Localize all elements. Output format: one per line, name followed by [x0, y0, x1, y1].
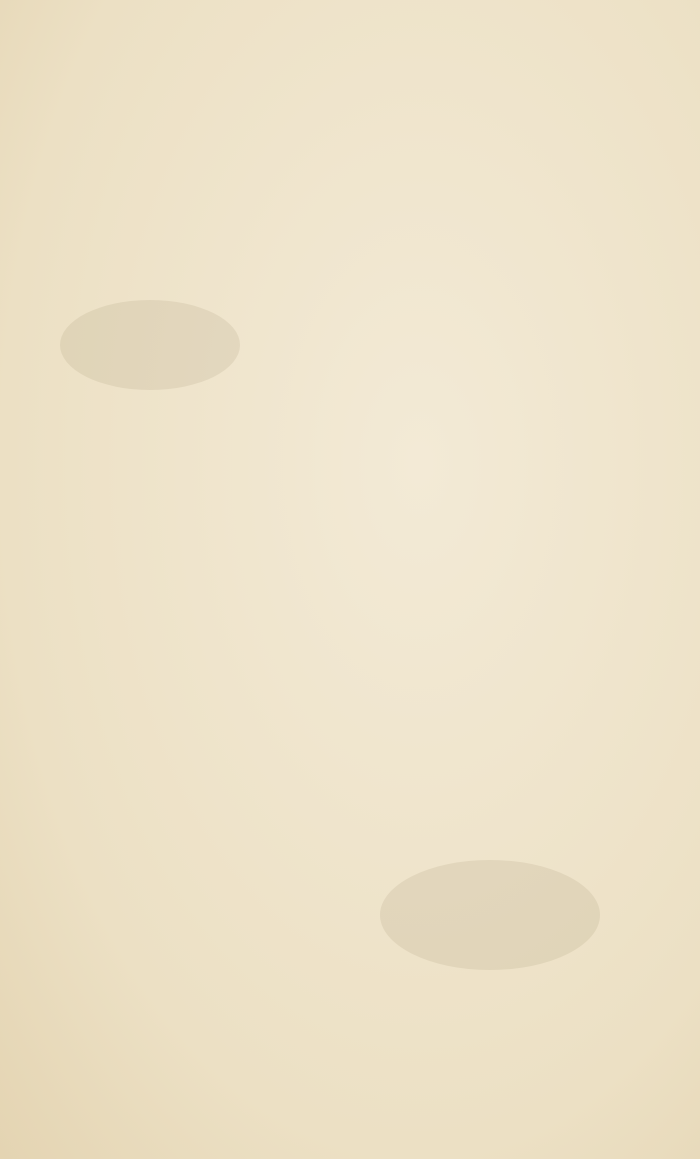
paper-stain — [60, 300, 240, 390]
paper-stain — [380, 860, 600, 970]
page-header — [110, 26, 580, 66]
